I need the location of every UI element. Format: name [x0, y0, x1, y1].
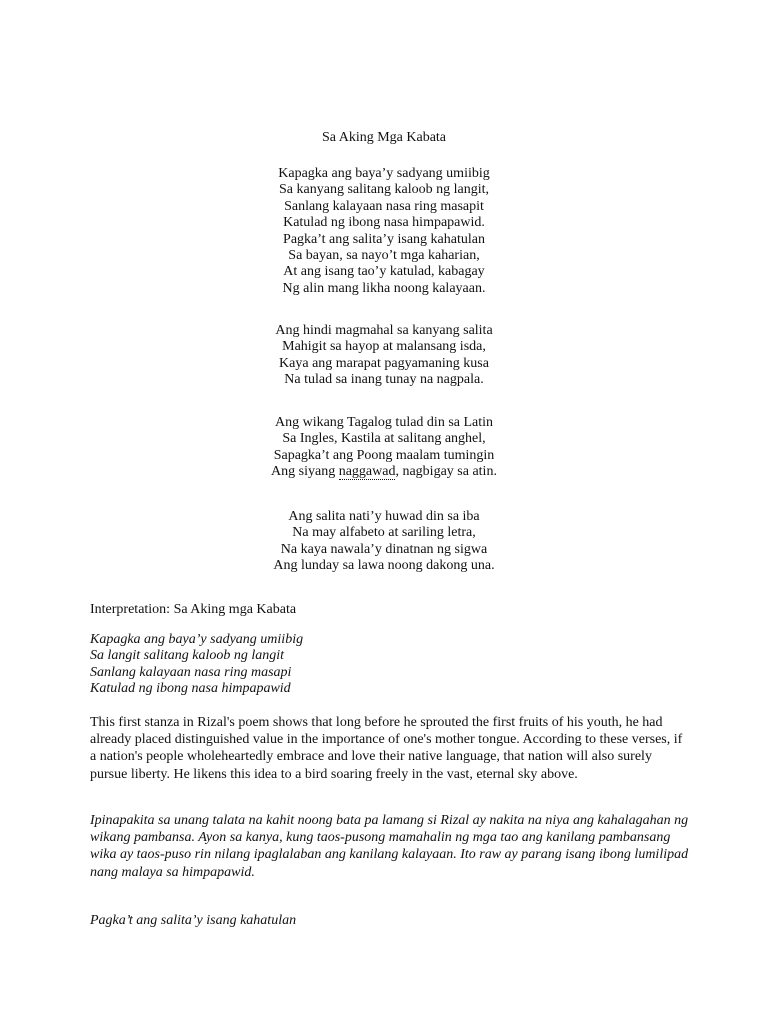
filipino-paragraph: Ipinapakita sa unang talata na kahit noong bata pa lamang si Rizal ay nakita na niya ang kahalagahan ng wikang pambansa. Ayon sa kanya, kung taos-pusong mamahalin ng mga tao ang kanilang pambansang wika ay taos-puso rin nilang ipaglalaban ang kanilang kalayaan. Ito raw ay parang isang ibong lumilipad nang malaya sa himpapawid. — [90, 813, 689, 880]
poem-stanza-1 — [0, 166, 768, 297]
poem-line: Sanlang kalayaan nasa ring masapit — [284, 198, 484, 214]
poem-line: Ng alin mang likha noong kalayaan. — [282, 280, 486, 296]
underlined-word: naggawad — [338, 464, 396, 480]
interpretation-heading: Interpretation: Sa Aking mga Kabata — [90, 602, 297, 617]
poem-line: Sa Ingles, Kastila at salitang anghel, — [282, 431, 486, 447]
poem-line: Na tulad sa inang tunay na nagpala. — [284, 372, 484, 388]
poem-line: Kapagka ang baya’y sadyang umiibig — [278, 166, 490, 181]
poem-title: Sa Aking Mga Kabata — [321, 130, 447, 145]
quoted-line: Sa langit salitang kaloob ng langit — [90, 648, 285, 664]
poem-line: Mahigit sa hayop at malansang isda, — [282, 339, 486, 355]
poem-line: At ang isang tao’y katulad, kabagay — [283, 264, 485, 280]
poem-line: Ang hindi magmahal sa kanyang salita — [275, 323, 493, 338]
poem-line: Ang lunday sa lawa noong dakong una. — [273, 558, 495, 574]
quoted-line-next: Pagka’t ang salita’y isang kahatulan — [90, 913, 297, 928]
poem-line: Pagka’t ang salita’y isang kahatulan — [283, 231, 485, 247]
quoted-line: Sanlang kalayaan nasa ring masapi — [90, 664, 292, 680]
poem-line: Sa bayan, sa nayo’t mga kaharian, — [288, 248, 480, 264]
english-paragraph: This first stanza in Rizal's poem shows that long before he sprouted the first fruits of his youth, he had already placed distinguished value in the importance of one's mother tongue. According to these verses, if a nation's people wholeheartedly embrace and love their native language, that nation will also surely pursue liberty. He likens this idea to a bird soaring freely in the vast, eternal sky above. — [90, 715, 683, 782]
poem-stanza-4 — [0, 509, 768, 575]
quoted-stanza — [90, 632, 690, 698]
poem-line: Katulad ng ibong nasa himpapawid. — [283, 215, 485, 231]
poem-line: Sa kanyang salitang kaloob ng langit, — [279, 182, 489, 198]
poem-line: Sapagka’t ang Poong maalam tumingin — [273, 447, 495, 463]
poem-line-part: , nagbigay sa atin. — [395, 464, 497, 480]
quoted-line: Katulad ng ibong nasa himpapawid — [90, 681, 291, 697]
poem-line: Kaya ang marapat pagyamaning kusa — [279, 355, 489, 371]
quoted-line: Kapagka ang baya’y sadyang umiibig — [90, 632, 304, 647]
poem-stanza-2 — [0, 323, 768, 389]
poem-stanza-3 — [0, 415, 768, 481]
poem-line: Ang wikang Tagalog tulad din sa Latin — [274, 415, 494, 430]
poem-line-with-underline — [0, 464, 768, 480]
poem-line-part: Ang siyang — [271, 464, 339, 480]
poem-line: Na kaya nawala’y dinatnan ng sigwa — [280, 541, 488, 557]
poem-line: Na may alfabeto at sariling letra, — [292, 525, 476, 541]
poem-line: Ang salita nati’y huwad din sa iba — [288, 509, 480, 524]
